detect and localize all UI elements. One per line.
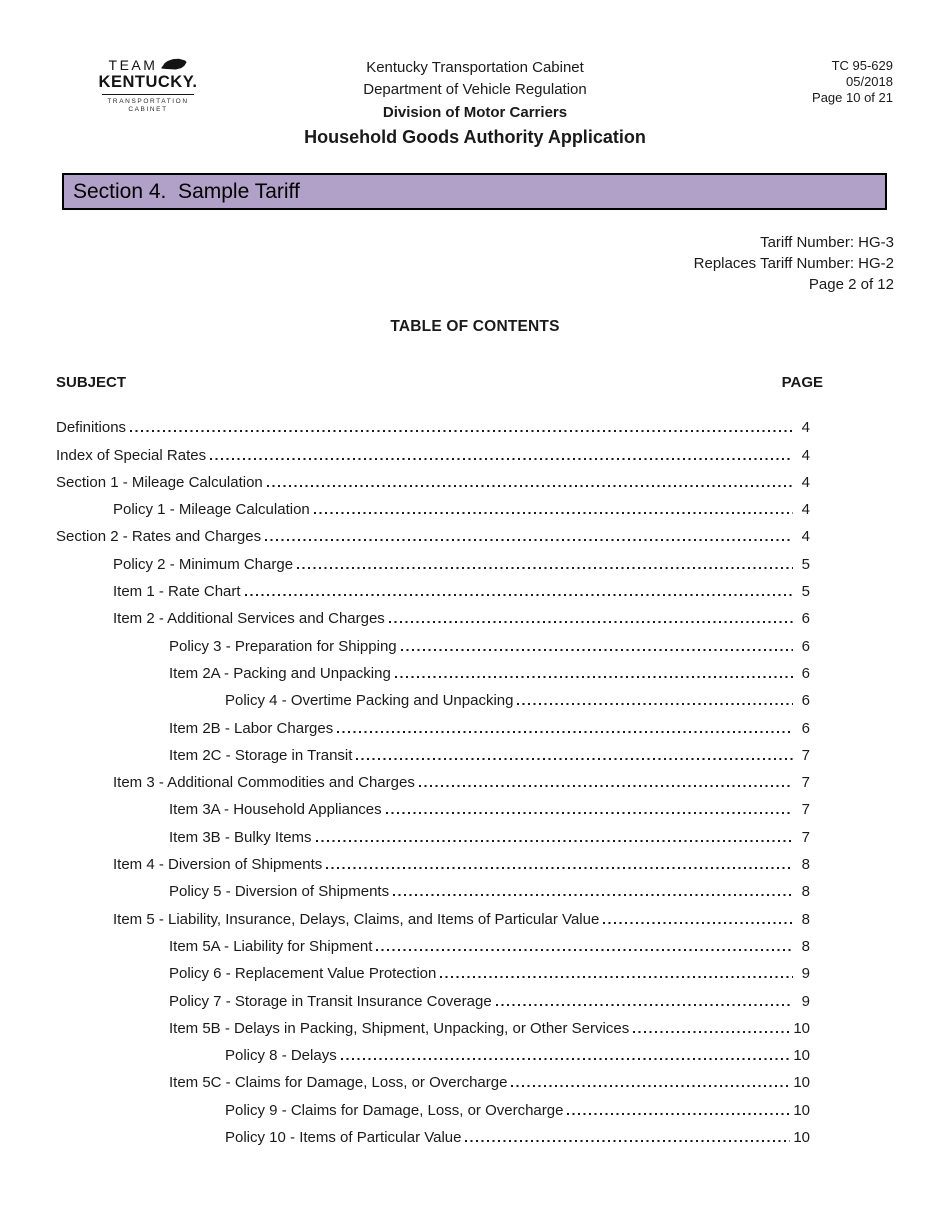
logo-subtext-line2: CABINET <box>128 105 168 113</box>
toc-dot-leader <box>376 949 793 951</box>
toc-entry-label: Index of Special Rates <box>56 446 207 464</box>
toc-entry-label: Item 1 - Rate Chart <box>113 583 241 601</box>
header-application-title: Household Goods Authority Application <box>304 127 646 147</box>
toc-entry-label: Item 5C - Claims for Damage, Loss, or Overcharge <box>169 1074 508 1092</box>
toc-entry-page: 9 <box>801 992 810 1010</box>
toc-entry-page: 8 <box>801 910 810 928</box>
form-meta-block <box>812 58 893 106</box>
toc-dot-leader <box>567 1113 790 1115</box>
toc-entry <box>56 600 810 627</box>
toc-entry-page: 7 <box>801 828 810 846</box>
toc-entry <box>56 709 810 736</box>
toc-entry-page: 5 <box>801 583 810 601</box>
toc-dot-leader <box>633 1031 790 1033</box>
toc-entry-page: 4 <box>801 419 810 437</box>
toc-entry <box>56 518 810 545</box>
kentucky-state-icon <box>160 58 187 72</box>
toc-dot-leader <box>511 1085 790 1087</box>
header-department-line: Department of Vehicle Regulation <box>363 81 587 98</box>
toc-entry-label: Section 1 - Mileage Calculation <box>56 473 263 491</box>
logo-team-text: TEAM <box>108 57 158 73</box>
toc-entry <box>56 764 810 791</box>
toc-dot-leader <box>337 731 793 733</box>
toc-entry <box>56 791 810 818</box>
header-center-block <box>200 57 750 151</box>
toc-entry <box>56 1010 810 1037</box>
replaces-tariff-number: Replaces Tariff Number: HG-2 <box>693 255 894 272</box>
toc-entry <box>56 655 810 682</box>
toc-dot-leader <box>265 539 793 541</box>
toc-dot-leader <box>245 594 793 596</box>
toc-entry-list <box>56 409 810 1146</box>
toc-entry-page: 10 <box>793 1047 810 1065</box>
toc-entry <box>56 1037 810 1064</box>
logo-top-row <box>92 58 204 72</box>
toc-entry <box>56 545 810 572</box>
toc-entry-label: Policy 6 - Replacement Value Protection <box>169 965 437 983</box>
toc-entry-page: 6 <box>801 664 810 682</box>
toc-entry-label: Item 2A - Packing and Unpacking <box>169 664 391 682</box>
toc-entry-label: Item 3 - Additional Commodities and Charges <box>113 774 415 792</box>
toc-entry-label: Policy 3 - Preparation for Shipping <box>169 637 397 655</box>
toc-entry-label: Policy 9 - Claims for Damage, Loss, or Overcharge <box>225 1101 564 1119</box>
toc-page-header: PAGE <box>781 374 823 391</box>
tariff-info-block <box>694 232 894 295</box>
toc-dot-leader <box>326 867 793 869</box>
toc-entry-label: Item 5B - Delays in Packing, Shipment, Unpacking, or Other Services <box>169 1019 630 1037</box>
toc-entry-label: Policy 1 - Mileage Calculation <box>113 501 310 519</box>
toc-entry-page: 6 <box>801 637 810 655</box>
section-title-bar <box>62 173 887 210</box>
toc-column-headers <box>56 374 823 391</box>
toc-dot-leader <box>517 703 793 705</box>
toc-entry-label: Item 3B - Bulky Items <box>169 828 312 846</box>
toc-entry-label: Policy 10 - Items of Particular Value <box>225 1129 462 1147</box>
toc-entry <box>56 464 810 491</box>
toc-entry-page: 8 <box>801 883 810 901</box>
toc-entry-page: 10 <box>793 1129 810 1147</box>
toc-entry <box>56 873 810 900</box>
toc-dot-leader <box>440 976 793 978</box>
toc-entry <box>56 409 810 436</box>
toc-entry-label: Policy 5 - Diversion of Shipments <box>169 883 390 901</box>
toc-entry <box>56 818 810 845</box>
form-page-indicator: Page 10 of 21 <box>812 90 893 105</box>
toc-entry-page: 10 <box>793 1101 810 1119</box>
toc-entry-label: Item 2B - Labor Charges <box>169 719 334 737</box>
toc-entry-page: 7 <box>801 746 810 764</box>
toc-entry-page: 6 <box>801 719 810 737</box>
toc-entry <box>56 682 810 709</box>
tariff-number: Tariff Number: HG-3 <box>760 234 894 251</box>
toc-entry-page: 6 <box>801 610 810 628</box>
toc-entry-page: 4 <box>801 446 810 464</box>
toc-entry-label: Item 5 - Liability, Insurance, Delays, Claims, and Items of Particular Value <box>113 910 600 928</box>
tariff-page-indicator: Page 2 of 12 <box>808 276 894 293</box>
header-cabinet-line: Kentucky Transportation Cabinet <box>366 59 584 76</box>
section-title: Section 4. Sample Tariff <box>73 179 300 203</box>
toc-entry-page: 6 <box>801 692 810 710</box>
toc-entry-label: Policy 4 - Overtime Packing and Unpacking <box>225 692 514 710</box>
toc-entry-label: Item 5A - Liability for Shipment <box>169 937 373 955</box>
toc-title: TABLE OF CONTENTS <box>390 318 560 335</box>
header-division-line: Division of Motor Carriers <box>382 104 568 121</box>
toc-entry-page: 4 <box>801 501 810 519</box>
toc-dot-leader <box>496 1004 793 1006</box>
logo-subtext-line1: TRANSPORTATION <box>107 97 189 105</box>
toc-dot-leader <box>419 785 793 787</box>
toc-dot-leader <box>395 676 793 678</box>
toc-dot-leader <box>130 430 793 432</box>
toc-entry <box>56 491 810 518</box>
toc-entry-page: 9 <box>801 965 810 983</box>
toc-dot-leader <box>393 894 793 896</box>
form-revision-date: 05/2018 <box>846 74 893 89</box>
toc-dot-leader <box>341 1058 791 1060</box>
toc-entry-label: Item 2C - Storage in Transit <box>169 746 353 764</box>
toc-entry-page: 5 <box>801 555 810 573</box>
toc-entry <box>56 982 810 1009</box>
toc-dot-leader <box>316 840 793 842</box>
toc-subject-header: SUBJECT <box>56 374 127 391</box>
toc-entry <box>56 900 810 927</box>
toc-dot-leader <box>210 458 793 460</box>
toc-entry <box>56 1091 810 1118</box>
toc-entry <box>56 1119 810 1146</box>
toc-entry-page: 7 <box>801 774 810 792</box>
toc-entry <box>56 737 810 764</box>
toc-dot-leader <box>314 512 793 514</box>
agency-logo <box>92 58 204 114</box>
toc-dot-leader <box>267 485 793 487</box>
toc-entry <box>56 627 810 654</box>
toc-entry-page: 4 <box>801 473 810 491</box>
toc-entry-label: Item 2 - Additional Services and Charges <box>113 610 385 628</box>
toc-entry-page: 8 <box>801 937 810 955</box>
toc-dot-leader <box>465 1140 790 1142</box>
toc-entry-page: 10 <box>793 1019 810 1037</box>
toc-dot-leader <box>356 758 793 760</box>
toc-entry-page: 8 <box>801 856 810 874</box>
toc-entry-label: Section 2 - Rates and Charges <box>56 528 262 546</box>
toc-dot-leader <box>386 812 793 814</box>
logo-divider <box>102 94 194 95</box>
toc-entry <box>56 846 810 873</box>
toc-dot-leader <box>603 922 793 924</box>
toc-entry-label: Definitions <box>56 419 127 437</box>
toc-dot-leader <box>401 649 793 651</box>
logo-kentucky-text: KENTUCKY. <box>98 73 198 91</box>
toc-entry-label: Policy 2 - Minimum Charge <box>113 555 294 573</box>
toc-entry <box>56 573 810 600</box>
toc-entry <box>56 955 810 982</box>
toc-entry-label: Policy 7 - Storage in Transit Insurance Coverage <box>169 992 492 1010</box>
toc-entry-label: Item 4 - Diversion of Shipments <box>113 856 323 874</box>
toc-entry <box>56 928 810 955</box>
toc-dot-leader <box>389 621 793 623</box>
toc-entry <box>56 436 810 463</box>
toc-entry-label: Item 3A - Household Appliances <box>169 801 382 819</box>
toc-entry-page: 4 <box>801 528 810 546</box>
toc-dot-leader <box>297 567 793 569</box>
toc-entry-label: Policy 8 - Delays <box>225 1047 337 1065</box>
toc-entry-page: 7 <box>801 801 810 819</box>
form-number: TC 95-629 <box>831 58 893 73</box>
toc-entry-page: 10 <box>793 1074 810 1092</box>
toc-entry <box>56 1064 810 1091</box>
